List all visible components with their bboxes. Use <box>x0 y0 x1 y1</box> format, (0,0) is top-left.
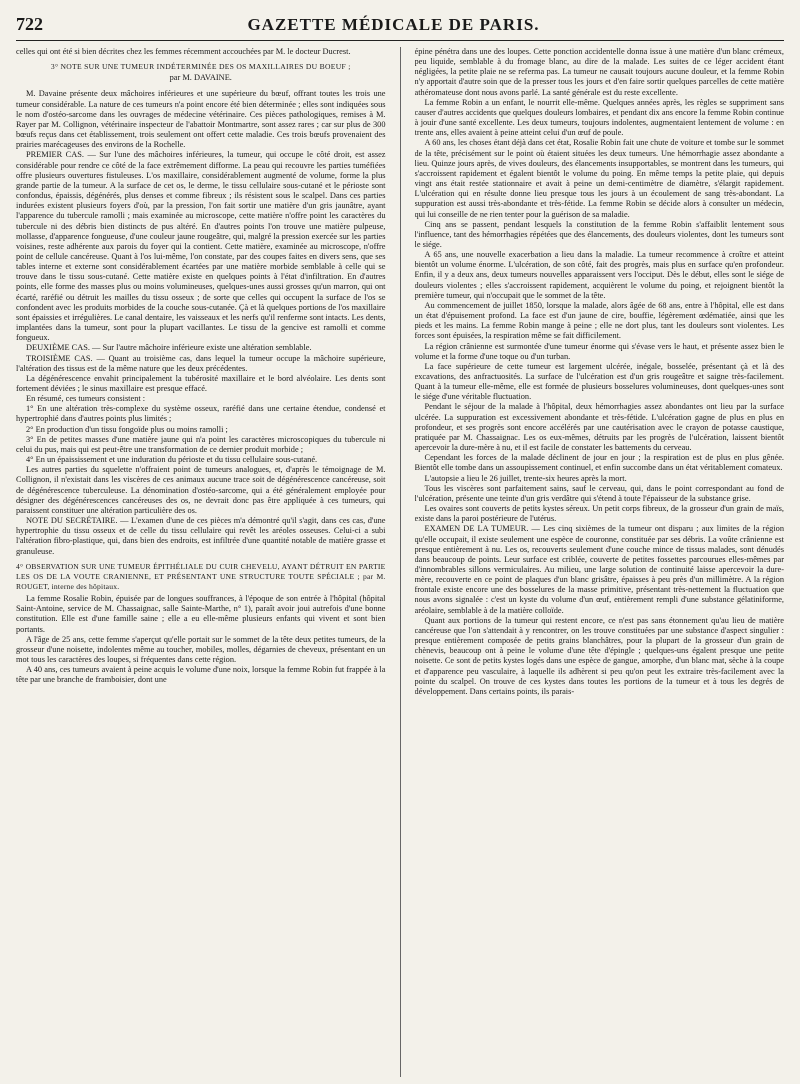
section-heading: 3° NOTE SUR UNE TUMEUR INDÉTERMINÉE DES OS MAXILLAIRES DU BOEUF ; <box>50 62 351 72</box>
paragraph: En résumé, ces tumeurs consistent : <box>26 394 146 404</box>
list-item: 4° En un épaississement et une induration du périoste et du tissu cellulaire sous-cutané. <box>26 455 318 465</box>
paragraph: La face supérieure de cette tumeur est largement ulcérée, inégale, bosselée, présentant çà et là des excavations, des anfractuosités. La surface de l'ulcération est d'un gris rougeâtre et saigne très-facilement. Quant à la tumeur elle-même, elle est formée de plusieurs bosselures volumineuses, dont quelques-unes sont le siége d'une véritable fluctuation. <box>414 361 784 402</box>
paragraph: M. Davaine présente deux mâchoires inférieures et une supérieure du bœuf, offrant toutes les trois une tumeur considérable. La nature de ces tumeurs n'a point encore été bien déterminée ; elles sont indiquées sous le nom d'ostéo-sarcome dans les ouvrages de médecine vétérinaire. Ces pièces pathologiques, remises à M. Rayer par M. Collignon, vétérinaire inspecteur de l'abattoir Montmartre, sont assez rares ; car sur plus de 300 bœufs reçus dans cet établissement, trois seulement ont offert cette maladie. Ces trois bœufs provenaient des prairies marécageuses des environs de la Rochelle. <box>16 89 386 150</box>
paragraph: Au commencement de juillet 1850, lorsque la malade, alors âgée de 68 ans, entre à l'hôpital, elle est dans un état d'épuisement profond. La face est d'un jaune de cire, bouffie, légèrement œdématiée, ainsi que les pieds et les mains. La femme Robin mange à peine ; elle ne dort plus, tant les douleurs sont violentes. Les forces sont épuisées, la respiration même se fait difficilement. <box>414 300 784 341</box>
running-title: GAZETTE MÉDICALE DE PARIS. <box>247 15 540 34</box>
paragraph: La femme Rosalie Robin, épuisée par de longues souffrances, à l'époque de son entrée à l'hôpital (hôpital Saint-Antoine, service de M. Chassaignac, salle Sainte-Marthe, n° 1), paraît avoir joui autrefois d'une bonne constitution. Elle est d'une famille saine ; elle a eu elle-même plusieurs enfants qui vivent et sont bien portants. <box>16 594 386 634</box>
paragraph: La femme Robin a un enfant, le nourrit elle-même. Quelques années après, les règles se suppriment sans causer d'autres accidents que quelques douleurs lombaires, et pendant dix ans encore la femme Robin continue à jouir d'une santé excellente. Les deux tumeurs, toujours indolentes, augmentaient lentement de volume : en trente ans, elles avaient à peine atteint celui d'un œuf de poule. <box>414 97 784 138</box>
paragraph: EXAMEN DE LA TUMEUR. — Les cinq sixièmes de la tumeur ont disparu ; aux limites de la région qu'elle occupait, il existe seulement une espèce de couronne, constituée par ses débris. La voûte crânienne est presque entièrement à nu. Les os, recouverts seulement d'une couche mince de tissus malades, sont dénudés dans beaucoup de points. Leur surface est criblée, couverte de petites fossettes parcourues elles-mêmes par d'innombrables sillons vermiculaires. Au milieu, une large solution de continuité laisse apercevoir la dure-mère, recouverte en ce point de plaques d'un blanc grisâtre, épaisses à peu près d'un millimètre. A la région frontale existe encore une des bosselures de la masse primitive, présentant très-nettement la fluctuation que nous avons signalée : c'est un kyste du volume d'un œuf, entièrement rempli d'une substance gélatiniforme, aréolaire, semblable à de la matière colloïde. <box>414 524 784 615</box>
section-author: par M. DAVAINE. <box>169 73 232 83</box>
paragraph: DEUXIÈME CAS. — Sur l'autre mâchoire inférieure existe une altération semblable. <box>26 343 312 353</box>
paragraph: NOTE DU SECRÉTAIRE. — L'examen d'une de ces pièces m'a démontré qu'il s'agit, dans ces cas, d'une hypertrophie du tissu osseux et de celle du tissu cellulaire qui revêt les aréoles osseuses. Celui-ci a subi l'altération fibro-plastique, qui, dans bien des endroits, est infiltrée d'une quantité notable de matière grasse et granuleuse. <box>16 516 386 556</box>
paragraph: A 65 ans, une nouvelle exacerbation a lieu dans la maladie. La tumeur recommence à croître et atteint bientôt un volume énorme. L'ulcération, de son côté, fait des progrès, mais plus en surface qu'en profondeur. Enfin, il y a deux ans, deux tumeurs nouvelles apparaissent vers l'occiput. Dès le début, elles sont le siége de douleurs violentes ; elles s'accroissent rapidement, acquièrent le volume du poing, et rejoignent bientôt la première tumeur, qui n'occupait que le sommet de la tête. <box>414 250 784 300</box>
paragraph: La dégénérescence envahit principalement la tubérosité maxillaire et le bord alvéolaire. Les dents sont fortement déviées ; le sinus maxillaire est presque effacé. <box>16 373 386 393</box>
paragraph: TROISIÈME CAS. — Quant au troisième cas, dans lequel la tumeur occupe la mâchoire supérieure, l'altération des tissus est de la même nature que les deux précédentes. <box>16 353 386 373</box>
paragraph: Les ovaires sont couverts de petits kystes séreux. Un petit corps fibreux, de la grosseur d'un grain de maïs, existe dans la paroi postérieure de l'utérus. <box>414 504 784 524</box>
list-item: 2° En production d'un tissu fongoïde plus ou moins ramolli ; <box>26 424 228 434</box>
list-item: 1° En une altération très-complexe du système osseux, raréfié dans une certaine étendue, condensé et hypertrophié dans d'autres points plus limités ; <box>16 404 386 424</box>
paragraph: Quant aux portions de la tumeur qui restent encore, ce n'est pas sans étonnement qu'au lieu de matière cancéreuse que l'on s'attendait à y rencontrer, on les trouve constituées par une substance d'aspect singulier : presque entièrement composée de petits grains blanchâtres, pour la plupart de la grosseur d'un grain de chènevis, beaucoup ont à peine le volume d'une tête d'épingle ; quelques-uns égalent presque une petite noisette. Ce sont de petits kystes logés dans une espèce de gangue, amorphe, d'un blanc mat, sèche à la coupe et d'apparence peu vasculaire, à laquelle ils adhèrent si peu qu'on peut les extraire très-facilement avec la pointe du scalpel. On trouve de ces kystes dans toutes les portions de la tumeur et à tous les degrés de développement. Dans certains points, ils parais- <box>414 615 784 696</box>
left-column <box>16 47 386 1077</box>
paragraph: A 40 ans, ces tumeurs avaient à peine acquis le volume d'une noix, lorsque la femme Robin fut frappée à la tête par une branche de framboisier, dont une <box>16 665 386 685</box>
paragraph: Les autres parties du squelette n'offraient point de tumeurs analogues, et, d'après le témoignage de M. Collignon, il n'existait dans les viscères de ces animaux aucune trace soit de dégénérescence cancéreuse, soit de dégénérescence tuberculeuse. La dénomination d'ostéo-sarcome, qui a été généralement employée pour désigner des dégénérescences cancéreuses des os, ne devrait donc pas être appliquée à ces tumeurs, qui paraissent constituer une altération particulière des os. <box>16 465 386 515</box>
page-header <box>16 14 784 41</box>
paragraph: Cinq ans se passent, pendant lesquels la constitution de la femme Robin s'affaiblit lentement sous l'influence, tant des hémorrhagies répétées que des élancements, des douleurs violentes, dont les tumeurs sont le siége. <box>414 219 784 249</box>
paragraph: L'autopsie a lieu le 26 juillet, trente-six heures après la mort. <box>424 473 627 483</box>
paragraph: Cependant les forces de la malade déclinent de jour en jour ; la respiration est de plus en plus gênée. Bientôt elle tombe dans un assoupissement continuel, et enfin succombe dans un état véritablement comateux. <box>414 453 784 473</box>
list-item: 3° En de petites masses d'une matière jaune qui n'a point les caractères microscopiques du tubercule ni celui du pus, mais qui est peut-être une transformation de ce dernier produit morbide ; <box>16 434 386 454</box>
paragraph: Pendant le séjour de la malade à l'hôpital, deux hémorrhagies assez abondantes ont lieu par la surface ulcérée. La suppuration est excessivement abondante et très-fétide. L'ulcération gagne de plus en plus en profondeur, et ses progrès sont encore accélérés par une cautérisation avec le crayon de potasse caustique, pratiquée par M. Chassaignac. Les os eux-mêmes, détruits par les progrès de l'ulcération, laissent bientôt apercevoir la dure-mère à nu, et il est facile de constater les battements du cerveau. <box>414 402 784 453</box>
right-column <box>415 47 785 1077</box>
section-heading: 4° OBSERVATION SUR UNE TUMEUR ÉPITHÉLIALE DU CUIR CHEVELU, AYANT DÉTRUIT EN PARTIE LES OS DE LA VOUTE CRANIENNE, ET PRÉSENTANT UNE STRUCTURE TOUTE SPÉCIALE ; par M. ROUGET, interne des hôpitaux. <box>16 561 386 591</box>
paragraph: A 60 ans, les choses étant déjà dans cet état, Rosalie Robin fait une chute de voiture et tombe sur le sommet de la tête, précisément sur le point où étaient situées les deux tumeurs. Une hémorrhagie assez abondante a lieu. Quinze jours après, de vives douleurs, des élancements insupportables, se montrent dans les tumeurs, qui s'accroissent rapidement et égalent bientôt le volume du poing. En même temps la petite plaie, qui depuis vingt ans était restée stationnaire et avait à peine un demi-centimètre de diamètre, s'élargit rapidement. L'ulcération qui en résulte donne lieu presque tous les jours à un écoulement de sang très-abondant. La suppuration est aussi très-abondante et très-fétide. La femme Robin se décide alors à consulter un médecin, qui lui conseille de ne rien tenter pour la guérison de sa maladie. <box>414 138 784 219</box>
paragraph: La région crânienne est surmontée d'une tumeur énorme qui s'évase vers le haut, et présente assez bien le volume et la forme d'une toque ou d'un turban. <box>414 341 784 361</box>
text-columns <box>16 47 784 1077</box>
paragraph: épine pénétra dans une des loupes. Cette ponction accidentelle donna issue à une matière d'un blanc crémeux, peu liquide, semblable à du fromage blanc, au dire de la malade. Les suites de ce léger accident étant négligées, la petite plaie ne se referma pas. La tumeur ne causait toujours aucune douleur, et la femme Robin n'y apportait d'autre soin que de la presser tous les jours et d'en faire sortir quelques parcelles de cette matière athéromateuse dont nous avons parlé. La santé générale est du reste excellente. <box>414 47 784 97</box>
paragraph: Tous les viscères sont parfaitement sains, sauf le cerveau, qui, dans le point correspondant au fond de l'ulcération, présente une teinte d'un gris verdâtre qui s'étend à toute l'épaisseur de la substance grise. <box>414 483 784 503</box>
paragraph: PREMIER CAS. — Sur l'une des mâchoires inférieures, la tumeur, qui occupe le côté droit, est assez considérable pour rendre ce côté de la face extrêmement difforme. La peau qui recouvre les parties tuméfiées offre plusieurs ouvertures fistuleuses. L'os maxillaire, considérablement augmenté de volume, forme la plus grande partie de la tumeur. A la surface de cet os, le derme, le tissu cellulaire sous-cutané et le périoste sont confondus, épaissis, dégénérés, plus denses et comme fibreux ; ils résistent sous le scalpel. Dans ces parties indurées existent plusieurs foyers d'où, par la pression, l'on fait sortir une matière d'un gris jaunâtre, ayant l'apparence du tubercule ramolli ; mais examinée au microscope, cette matière n'offre point les caractères du tubercule ni des débris bien distincts de pus altéré. En d'autres points l'on trouve une matière pulpeuse, mollasse, d'apparence fongueuse, d'une couleur jaune rougeâtre, qui, malgré la pression exercée sur les parties voisines, reste adhérente aux parois du foyer qui la contient. Cette matière, examinée au microscope, n'offre point de cellule cancéreuse. Quant à l'os lui-même, l'on constate, par des coupes faites en divers sens, que ses tables interne et externe sont considérablement écartées par une matière morbide semblable à celle qui se trouve dans le tissu sous-cutané. Cette matière existe en quelques points à l'état d'infiltration. En d'autres points, elle forme des masses plus ou moins volumineuses, quelques-unes aussi grosses qu'un marron, qui ont écarté, raréfié ou détruit les mailles du tissu osseux ; de sorte que celles qui occupent la surface de l'os se confondent avec les produits morbides de la couche sous-cutanée. Çà et là quelques portions de l'os maxillaire sont épaissies et irrégulières. Le canal dentaire, les vaisseaux et les nerfs qu'il renferme sont intacts. Les dents, implantées dans la tumeur, sont pour la plupart vacillantes. Le tissu de la gencive est ramolli et comme fongueux. <box>16 150 386 343</box>
paragraph: A l'âge de 25 ans, cette femme s'aperçut qu'elle portait sur le sommet de la tête deux petites tumeurs, de la grosseur d'une noisette, indolentes même au toucher, mobiles, molles, dégarnies de cheveux, présentant en un mot tous les caractères des loupes, si fréquentes dans cette région. <box>16 634 386 665</box>
paragraph: celles qui ont été si bien décrites chez les femmes récemment accouchées par M. le docteur Ducrest. <box>16 47 351 56</box>
column-divider <box>400 47 401 1077</box>
page-number: 722 <box>16 14 43 34</box>
